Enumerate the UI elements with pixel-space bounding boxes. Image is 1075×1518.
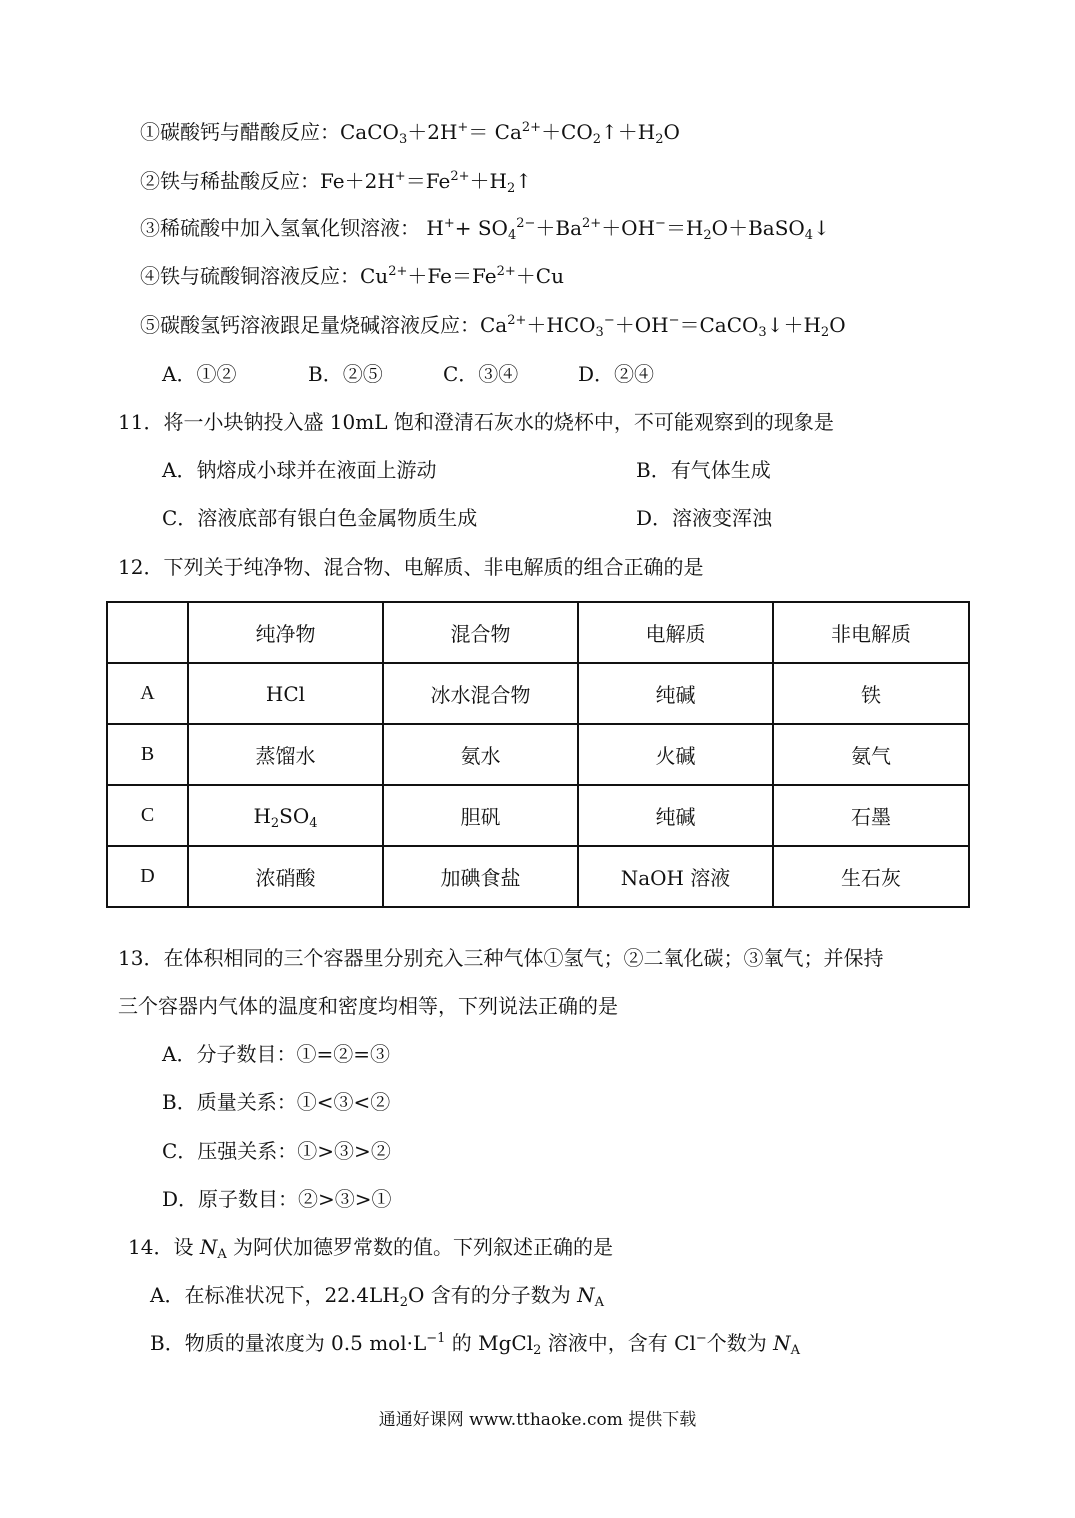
option-part: O 含有的分子数为 (407, 1283, 578, 1307)
row-label: B (107, 724, 188, 785)
q10-option-d: D．②④ (578, 362, 655, 386)
table-cell: 纯碱 (578, 663, 773, 724)
eq-sup: 2− (516, 216, 536, 231)
eq-sub: 2 (655, 132, 664, 147)
formula-part: H (253, 803, 271, 828)
eq-part: Ca (480, 313, 508, 337)
eq-part: ↑＋H (601, 120, 656, 144)
table-row (107, 724, 969, 785)
eq-sup: − (668, 313, 680, 328)
eq-part: O (829, 313, 846, 337)
table-header-cell: 纯净物 (188, 602, 383, 663)
q10-option-c: C．③④ (443, 362, 519, 386)
table-cell: 纯碱 (578, 785, 773, 846)
eq-sup: + (394, 169, 406, 184)
q11-option-c: C．溶液底部有银白色金属物质生成 (162, 506, 478, 530)
table-cell: 浓硝酸 (188, 846, 383, 907)
eq-sub: 4 (507, 228, 517, 243)
reaction-4-label: ④铁与硫酸铜溶液反应： (140, 264, 360, 288)
option-part: A．在标准状况下，22.4LH (150, 1283, 400, 1307)
eq-part: ＝H (665, 216, 704, 240)
eq-sup: 2+ (388, 264, 408, 279)
table-cell: 铁 (773, 663, 969, 724)
q14-stem (128, 1233, 613, 1261)
q11-option-b: B．有气体生成 (636, 458, 771, 482)
avogadro-symbol: N (199, 1235, 218, 1259)
row-label: C (107, 785, 188, 846)
eq-part: ＋HCO (526, 313, 596, 337)
option-part: 溶液中，含有 Cl (541, 1331, 696, 1355)
eq-part: ＋Ba (535, 216, 583, 240)
table-cell: 氨气 (773, 724, 969, 785)
eq-sub: 3 (758, 325, 767, 340)
formula-part: SO (279, 803, 310, 828)
avogadro-sub: A (790, 1343, 800, 1358)
q14-option-b (150, 1329, 800, 1357)
row-label: D (107, 846, 188, 907)
table-row (107, 846, 969, 907)
eq-sub: 2 (592, 132, 602, 147)
eq-part: CaCO (340, 120, 399, 144)
eq-sup: 2+ (496, 264, 516, 279)
avogadro-symbol: N (577, 1283, 595, 1307)
q11-stem: 11．将一小块钠投入盛 10mL 饱和澄清石灰水的烧杯中，不可能观察到的现象是 (118, 410, 834, 434)
eq-part: ＝CaCO (679, 313, 759, 337)
reaction-3-label: ③稀硫酸中加入氢氧化钡溶液： (140, 216, 420, 240)
eq-part: ＋Cu (515, 264, 564, 288)
q14-option-a (150, 1281, 604, 1309)
eq-part: O＋BaSO (711, 216, 805, 240)
avogadro-symbol: N (773, 1331, 791, 1355)
reaction-2-label: ②铁与稀盐酸反应： (140, 169, 320, 193)
eq-part: ↑ (515, 169, 532, 193)
option-sup: − (695, 1331, 707, 1346)
eq-part: ＝ Ca (468, 120, 522, 144)
q14-stem-part: 14．设 (128, 1235, 200, 1259)
eq-part: ＋H (469, 169, 507, 193)
eq-part: ↓＋H (766, 313, 821, 337)
eq-sup: + (443, 216, 455, 231)
eq-sup: 2+ (507, 313, 527, 328)
option-part: B．物质的量浓度为 0.5 mol·L (150, 1331, 427, 1355)
option-sub: 2 (533, 1343, 542, 1358)
table-cell: 蒸馏水 (188, 724, 383, 785)
q13-option-a: A．分子数目：①=②=③ (162, 1042, 390, 1066)
table-cell: 石墨 (773, 785, 969, 846)
reaction-2 (140, 167, 532, 195)
formula-sub: 2 (270, 815, 280, 831)
table-header-cell: 混合物 (383, 602, 578, 663)
eq-part: + SO (454, 216, 508, 240)
eq-sub: 2 (703, 228, 712, 243)
q12-table (106, 601, 970, 908)
table-row (107, 663, 969, 724)
eq-sup: + (457, 120, 469, 135)
table-cell: 生石灰 (773, 846, 969, 907)
eq-part: ＋CO (541, 120, 593, 144)
eq-part: ＋OH (601, 216, 656, 240)
reaction-5 (140, 311, 846, 339)
eq-sub: 3 (398, 132, 408, 147)
option-sub: 2 (399, 1295, 408, 1310)
avogadro-sub: A (217, 1247, 227, 1262)
option-part: 的 MgCl (445, 1331, 534, 1355)
q10-option-a: A．①② (162, 362, 237, 386)
q13-stem-line2: 三个容器内气体的温度和密度均相等，下列说法正确的是 (118, 994, 618, 1018)
q10-option-b: B．②⑤ (308, 362, 383, 386)
eq-sup: − (603, 313, 615, 328)
table-cell: NaOH 溶液 (578, 846, 773, 907)
eq-part: ↓ (813, 216, 830, 240)
table-row (107, 785, 969, 846)
q13-option-d: D．原子数目：②>③>① (162, 1187, 392, 1211)
table-cell: HCl (188, 663, 383, 724)
table-cell (188, 785, 383, 846)
reaction-5-label: ⑤碳酸氢钙溶液跟足量烧碱溶液反应： (140, 313, 480, 337)
row-label: A (107, 663, 188, 724)
table-cell: 冰水混合物 (383, 663, 578, 724)
eq-part: ＋Fe＝Fe (407, 264, 497, 288)
table-header-cell: 非电解质 (773, 602, 969, 663)
table-cell: 加碘食盐 (383, 846, 578, 907)
eq-part: O (663, 120, 680, 144)
reaction-3 (140, 214, 830, 242)
eq-part: Cu (360, 264, 389, 288)
eq-sup: − (655, 216, 666, 231)
eq-sup: 2+ (450, 169, 470, 184)
reaction-4 (140, 262, 564, 290)
q11-option-d: D．溶液变浑浊 (636, 506, 773, 530)
eq-part: ＋OH (614, 313, 669, 337)
eq-sub: 4 (804, 228, 814, 243)
reaction-1-label: ①碳酸钙与醋酸反应： (140, 120, 340, 144)
eq-part: Fe＋2H (320, 169, 395, 193)
eq-sub: 2 (506, 181, 516, 196)
table-header-cell: 电解质 (578, 602, 773, 663)
q11-option-a: A．钠熔成小球并在液面上游动 (162, 458, 437, 482)
q13-stem-line1: 13．在体积相同的三个容器里分别充入三种气体①氢气；②二氧化碳；③氧气；并保持 (118, 946, 884, 970)
table-cell: 氨水 (383, 724, 578, 785)
eq-part: ＝Fe (405, 169, 451, 193)
q12-stem: 12．下列关于纯净物、混合物、电解质、非电解质的组合正确的是 (118, 555, 704, 579)
q13-option-c: C．压强关系：①>③>② (162, 1139, 391, 1163)
eq-part: ＋2H (407, 120, 458, 144)
table-header-row (107, 602, 969, 663)
page-footer: 通通好课网 www.tthaoke.com 提供下载 (378, 1410, 697, 1430)
eq-sub: 2 (820, 325, 830, 340)
table-cell: 胆矾 (383, 785, 578, 846)
formula-sub: 4 (309, 815, 318, 831)
option-part: 个数为 (706, 1331, 774, 1355)
table-cell: 火碱 (578, 724, 773, 785)
q13-option-b: B．质量关系：①<③<② (162, 1090, 391, 1114)
option-sup: −1 (426, 1331, 446, 1346)
eq-part: H (420, 216, 444, 240)
eq-sub: 3 (595, 325, 604, 340)
reaction-1 (140, 118, 680, 146)
eq-sup: 2+ (582, 216, 602, 231)
eq-sup: 2+ (521, 120, 542, 135)
table-header-cell (107, 602, 188, 663)
q14-stem-part: 为阿伏加德罗常数的值。下列叙述正确的是 (226, 1235, 614, 1259)
avogadro-sub: A (594, 1295, 604, 1310)
